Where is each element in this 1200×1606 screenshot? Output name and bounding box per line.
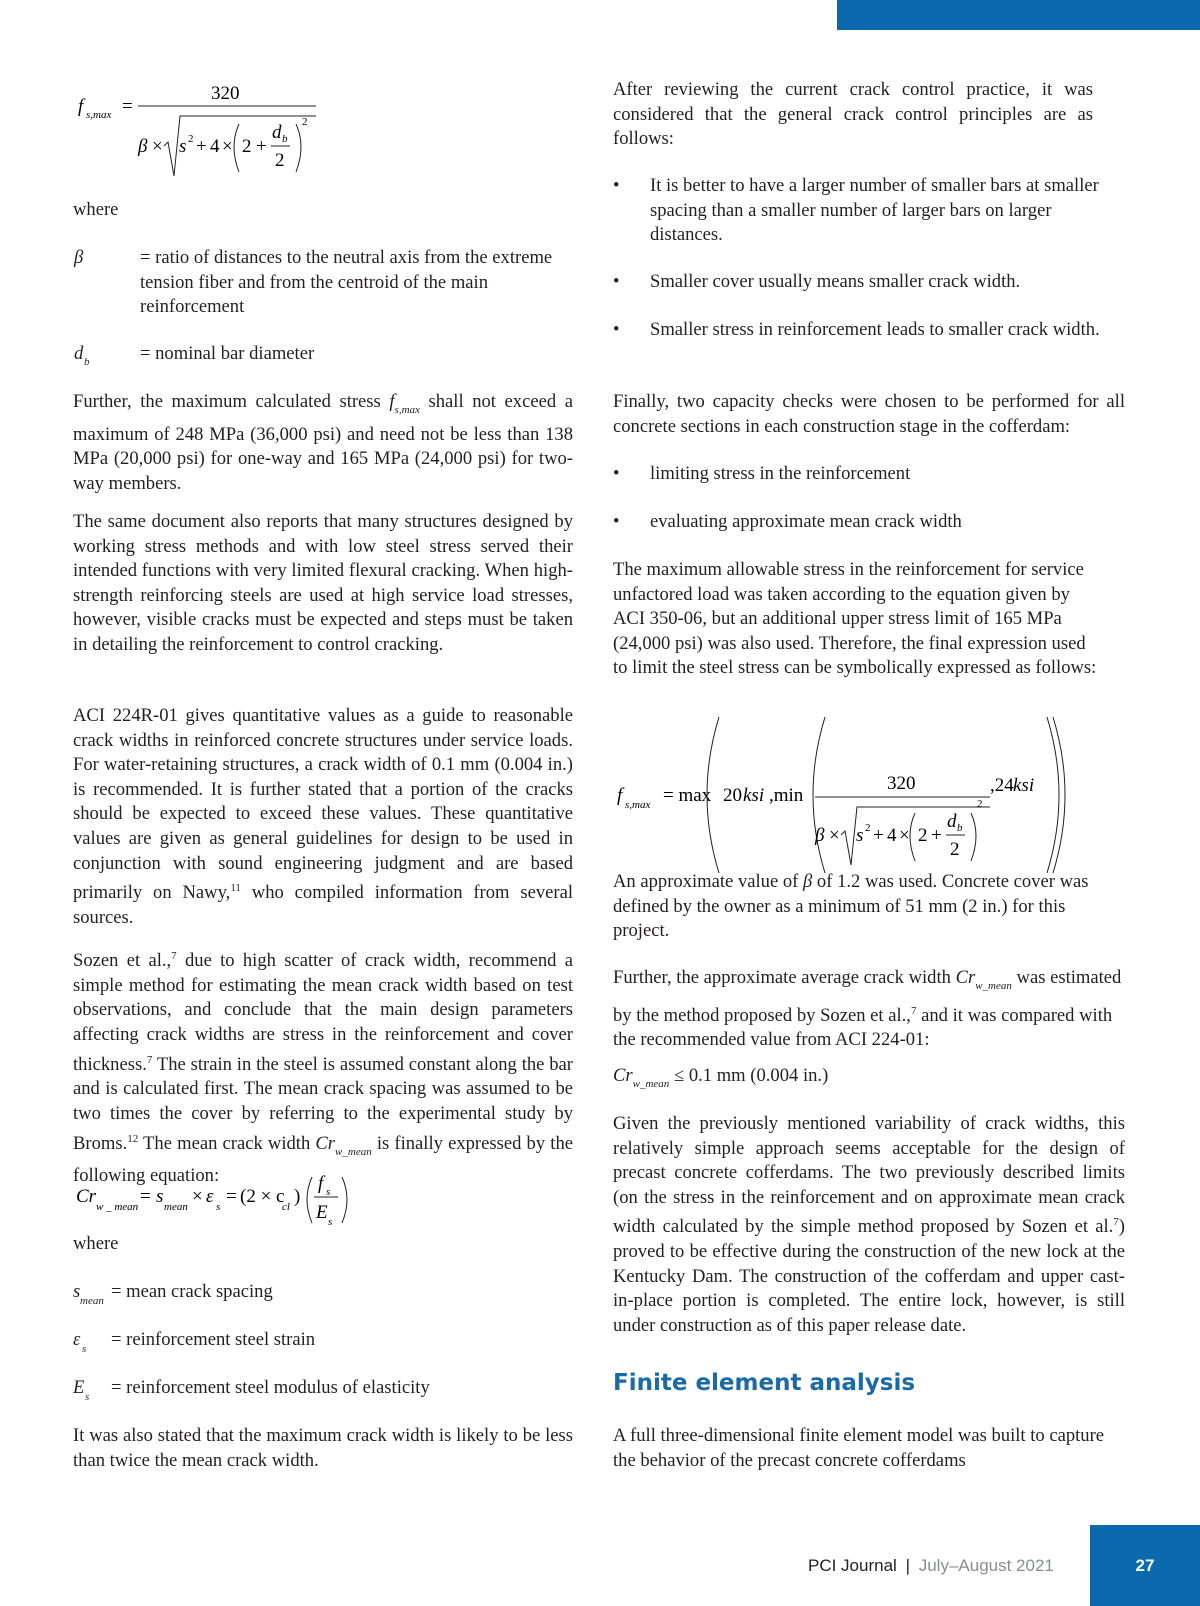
svg-text:,24: ,24 <box>990 775 1014 796</box>
svg-text:+: + <box>931 825 942 846</box>
where-label-2: where <box>73 1233 119 1254</box>
crack-width-inequality: $Cr_{w\_mean} \le 0.1$ mm (0.004 in.) <box>613 1065 829 1090</box>
svg-text:β: β <box>138 136 148 157</box>
left-para-5: It was also stated that the maximum crack width is likely to be less than twice the mean crack width. <box>73 1425 573 1471</box>
bullet-item: • Smaller stress in reinforcement leads to smaller crack width. <box>613 319 1100 340</box>
svg-text:320: 320 <box>887 773 916 794</box>
definition-db-text: = nominal bar diameter <box>140 343 315 364</box>
svg-text:2: 2 <box>918 825 928 846</box>
svg-text:b: b <box>957 822 963 834</box>
right-para-1: After reviewing the current crack control practice, it was considered that the general crack control principles are as follows: <box>613 79 1093 150</box>
eq1-lhs: f <box>78 96 84 117</box>
svg-text:×: × <box>899 825 910 846</box>
page-number: 27 <box>1135 1556 1155 1575</box>
left-para-3: ACI 224R-01 gives quantitative values as a guide to reasonable crack widths in reinforced concrete structures under service loads. For water-retaining structures, a crack width of 0.1 mm (0.004 in.) is recommended. It is further stated that a portion of the cracks should be expected to exceed these values. These quantitative values are given as general guidelines for design to be used in conjunction with sound engineering judgment and are based primarily on Nawy,$^{11}$ who compiled information from several sources. <box>73 705 573 928</box>
svg-text:d: d <box>947 811 957 832</box>
top-accent-bar <box>837 0 1200 30</box>
equation-crack-width <box>74 1165 364 1235</box>
svg-text:s: s <box>326 1186 331 1198</box>
svg-text:s: s <box>328 1216 333 1228</box>
right-para-7: A full three-dimensional finite element model was built to capture the behavior of the precast concrete cofferdams <box>613 1425 1105 1471</box>
svg-text:ksi: ksi <box>743 785 765 806</box>
svg-text:Cr: Cr <box>76 1186 97 1207</box>
svg-text:=: = <box>226 1186 237 1207</box>
footer <box>808 1556 1054 1576</box>
svg-text:ksi: ksi <box>1013 775 1035 796</box>
page-number-box <box>1090 1525 1200 1606</box>
journal-name: PCI Journal <box>808 1556 897 1575</box>
svg-text:+: + <box>196 136 207 157</box>
svg-text:2: 2 <box>950 839 960 860</box>
bullet-item: • It is better to have a larger number of smaller bars at smaller spacing than a smaller number of larger bars on larger distances. <box>613 175 1099 246</box>
svg-text:ε: ε <box>206 1186 214 1207</box>
svg-text:×: × <box>152 136 163 157</box>
svg-text:2: 2 <box>302 116 308 128</box>
svg-text:s: s <box>179 136 187 157</box>
svg-text:s: s <box>856 825 864 846</box>
right-para-3: The maximum allowable stress in the reinforcement for service unfactored load was taken according to the equation given by ACI 350-06, but an additional upper stress limit of 165 MPa (24,000 psi) was also used. Therefore, the final expression used to limit the steel stress can be symbolically expressed as follows: <box>613 559 1097 679</box>
section-heading-finite-element: Finite element analysis <box>613 1370 916 1396</box>
svg-text:,min: ,min <box>769 785 804 806</box>
svg-text:s: s <box>216 1201 221 1213</box>
svg-text:2: 2 <box>275 150 285 171</box>
equation-fs-max-limit <box>615 715 1085 875</box>
svg-text:E: E <box>316 1202 328 1223</box>
svg-text:): ) <box>294 1186 301 1207</box>
svg-text:= max: = max <box>663 785 712 806</box>
svg-text:×: × <box>222 136 233 157</box>
svg-text:=: = <box>140 1186 151 1207</box>
svg-text:+: + <box>256 136 267 157</box>
svg-text:4: 4 <box>210 136 220 157</box>
svg-text:4: 4 <box>887 825 897 846</box>
svg-text:cl: cl <box>282 1201 290 1213</box>
svg-text:2: 2 <box>242 136 252 157</box>
footer-separator: | <box>905 1556 910 1575</box>
svg-text:2: 2 <box>188 133 194 145</box>
right-para-6: Given the previously mentioned variability of crack widths, this relatively simple approach seems acceptable for the design of precast concrete cofferdams. The two previously described limits (on the stress in the reinforcement and on approximate mean crack width calculated by the simple method proposed by Sozen et al.$^7$) proved to be effective during the construction of the new lock at the Kentucky Dam. The construction of the cofferdam and upper cast-in-place portion is completed. The entire lock, however, is still under construction as of this paper release date. <box>613 1113 1125 1336</box>
svg-text:×: × <box>192 1186 203 1207</box>
svg-text:320: 320 <box>211 83 240 104</box>
right-para-5: Further, the approximate average crack width $Cr_{w\_mean}$ was estimated by the method proposed by Sozen et al.,$^7$ and it was compared with the recommended value from ACI 224-01: <box>613 967 1122 1051</box>
svg-text:2: 2 <box>977 798 983 810</box>
equation-fs-max <box>76 80 336 180</box>
svg-text:+: + <box>873 825 884 846</box>
svg-text:b: b <box>282 133 288 145</box>
svg-text:=: = <box>122 96 133 117</box>
right-para-4: An approximate value of β of 1.2 was used. Concrete cover was defined by the owner as a minimum of 51 mm (2 in.) for this project. <box>613 871 1089 942</box>
svg-text:β: β <box>815 825 825 846</box>
svg-text:(2 × c: (2 × c <box>240 1186 285 1207</box>
svg-text:f: f <box>617 785 623 806</box>
definition-beta-text: = ratio of distances to the neutral axis from the extreme tension fiber and from the centroid of the main reinforcement <box>140 247 553 318</box>
left-para-2: The same document also reports that many structures designed by working stress methods and with low steel stress served their intended functions with very limited flexural cracking. When high-strength reinforcing steels are used at high service load stresses, however, visible cracks must be expected and steps must be taken in detailing the reinforcement to control cracking. <box>73 511 573 655</box>
left-para-4: Sozen et al.,$^7$ due to high scatter of crack width, recommend a simple method for estimating the mean crack width based on test observations, and conclude that the main design parameters affecting crack widths are stress in the reinforcement and cover thickness.$^7$ The strain in the steel is assumed constant along the bar and is calculated first. The mean crack spacing was assumed to be two times the cover by referring to the experimental study by Broms.$^{12}$ The mean crack width $Cr_{w\_mean}$ is finally expressed by the following equation: <box>73 950 573 1187</box>
bullet-item: • evaluating approximate mean crack width <box>613 511 962 532</box>
svg-text:f: f <box>318 1173 324 1194</box>
svg-text:d: d <box>272 122 282 143</box>
svg-text:×: × <box>829 825 840 846</box>
svg-text:mean: mean <box>164 1201 188 1213</box>
where-label-1: where <box>73 199 119 220</box>
svg-text:s,max: s,max <box>86 109 112 121</box>
svg-text:w _ mean: w _ mean <box>96 1201 139 1213</box>
left-para-1: Further, the maximum calculated stress $f_{s,max}$ shall not exceed a maximum of 248 MPa (36,000 psi) and need not be less than 138 MPa (20,000 psi) for one-way and 165 MPa (24,000 psi) for two-way members. <box>73 391 573 494</box>
svg-text:2: 2 <box>865 822 871 834</box>
svg-text:s,max: s,max <box>625 799 651 811</box>
svg-text:s: s <box>156 1186 164 1207</box>
bullet-item: • Smaller cover usually means smaller crack width. <box>613 271 1021 292</box>
issue-date: July–August 2021 <box>918 1556 1054 1575</box>
bullet-item: • limiting stress in the reinforcement <box>613 463 911 484</box>
svg-text:20: 20 <box>723 785 742 806</box>
right-para-2: Finally, two capacity checks were chosen to be performed for all concrete sections in each construction stage in the cofferdam: <box>613 391 1125 437</box>
